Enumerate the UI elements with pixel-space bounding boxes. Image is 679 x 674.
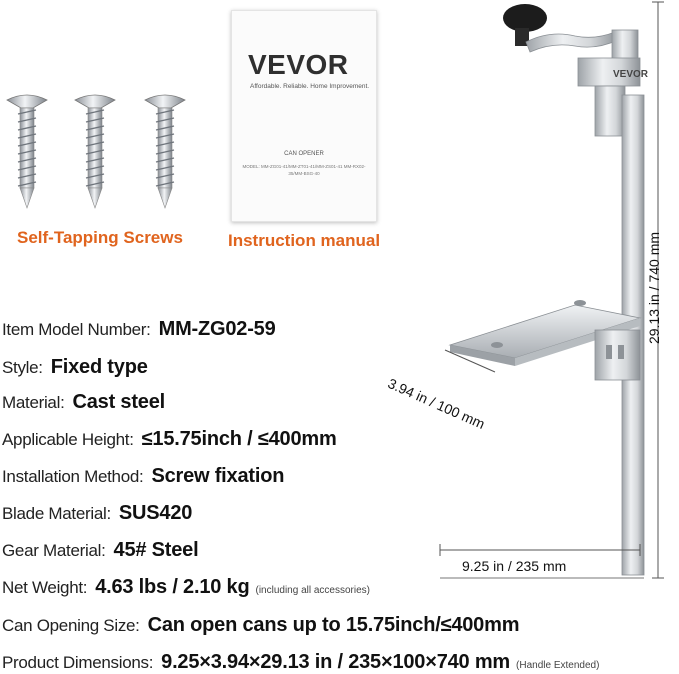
spec-label: Net Weight: [2, 578, 88, 597]
manual-brand: VEVOR [248, 49, 349, 80]
spec-row-blade-material [2, 502, 192, 525]
screws-illustration [0, 90, 200, 220]
spec-value: Cast steel [72, 391, 165, 413]
depth-dimension-label: 3.94 in / 100 mm [385, 375, 488, 433]
spec-label: Material: [2, 393, 65, 412]
spec-row-material [2, 391, 165, 414]
manual-tagline: Affordable. Reliable. Home Improvement. [250, 83, 370, 90]
screw-icon [5, 90, 49, 215]
manual-models: MODEL: MM-ZG01-41/MM-ZT01-41/MM-ZS01-41 MM-RX02-35/MM-BSG-40 [242, 164, 366, 176]
spec-row-style [2, 356, 148, 379]
spec-value: MM-ZG02-59 [158, 318, 276, 340]
instruction-manual [231, 10, 377, 222]
spec-value: ≤15.75inch / ≤400mm [141, 428, 337, 450]
can-opener-drawing [400, 0, 679, 600]
spec-row-can-opening-size [2, 614, 519, 637]
spec-value: Can open cans up to 15.75inch/≤400mm [147, 614, 520, 636]
spec-note: (Handle Extended) [516, 660, 600, 671]
product-brand: VEVOR [613, 69, 649, 80]
spec-label: Applicable Height: [2, 430, 134, 449]
spec-value: Screw fixation [151, 465, 285, 487]
spec-label: Style: [2, 358, 43, 377]
spec-label: Blade Material: [2, 504, 111, 523]
spec-value: 4.63 lbs / 2.10 kg [95, 576, 250, 598]
spec-label: Product Dimensions: [2, 653, 154, 672]
spec-value: SUS420 [118, 502, 193, 524]
screw-icon [143, 90, 187, 215]
spec-label: Installation Method: [2, 467, 144, 486]
screws-caption: Self-Tapping Screws [17, 228, 183, 247]
spec-label: Gear Material: [2, 541, 106, 560]
spec-row-gear-material [2, 539, 198, 562]
spec-label: Can Opening Size: [2, 616, 140, 635]
spec-row-product-dimensions [2, 651, 599, 674]
spec-value: Fixed type [50, 356, 148, 378]
manual-title: CAN OPENER [284, 151, 324, 157]
height-dimension-label: 29.13 in / 740 mm [646, 231, 663, 345]
spec-note: (including all accessories) [255, 585, 370, 596]
screw-icon [73, 90, 117, 215]
spec-row-applicable-height [2, 428, 337, 451]
spec-value: 9.25×3.94×29.13 in / 235×100×740 mm [161, 651, 511, 673]
spec-row-model [2, 318, 276, 341]
spec-row-installation [2, 465, 284, 488]
spec-row-net-weight [2, 576, 370, 599]
spec-value: 45# Steel [113, 539, 199, 561]
can-opener-illustration [385, 0, 679, 600]
width-dimension-label: 9.25 in / 235 mm [462, 558, 567, 574]
manual-caption: Instruction manual [228, 231, 381, 250]
knob-icon [503, 4, 547, 32]
spec-label: Item Model Number: [2, 320, 151, 339]
